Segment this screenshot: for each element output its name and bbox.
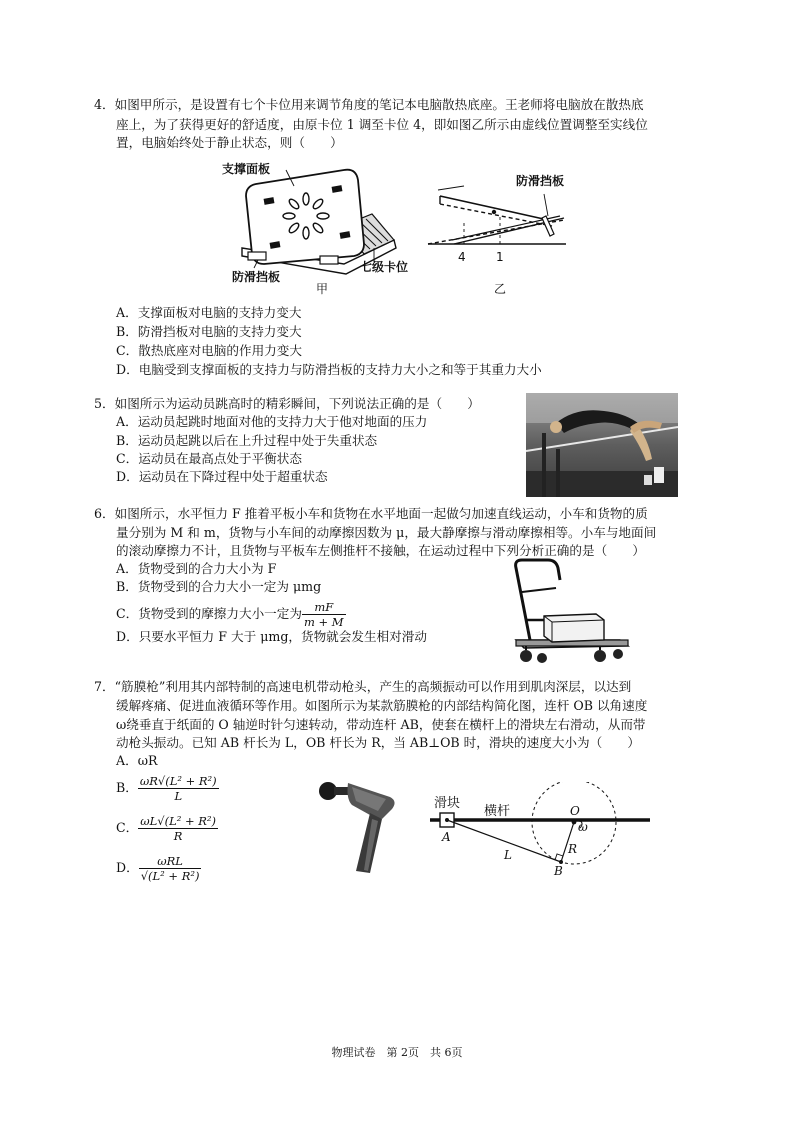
q7-stem-line-1: 7．“筋膜枪”利用其内部特制的高速电机带动枪头，产生的高频振动可以作用到肌肉深层，以达到: [94, 679, 632, 694]
q4-option-d[interactable]: D．电脑受到支撑面板的支持力与防滑挡板的支持力大小之和等于其重力大小: [116, 362, 542, 377]
q6-option-b[interactable]: B．货物受到的合力大小一定为 μmg: [116, 579, 322, 594]
q6-stem-line-2: 量分别为 M 和 m，货物与小车间的动摩擦因数为 μ，最大静摩擦与滑动摩擦相等。小车与地面间: [116, 525, 657, 540]
flatbed-cart-drawing: [508, 558, 632, 666]
q7-option-b-fraction: [138, 774, 219, 803]
flatbed-cart-figure: [508, 558, 632, 666]
q7-option-d-letter: D．: [116, 860, 139, 875]
high-jump-photo: [526, 393, 678, 497]
q6-stem-line-3: 的滚动摩擦力不计，且货物与平板车左侧推杆不接触，在运动过程中下列分析正确的是（ ）: [116, 543, 645, 558]
q5-stem: 5．如图所示为运动员跳高时的精彩瞬间，下列说法正确的是（ ）: [94, 396, 480, 411]
q7-option-c[interactable]: [116, 812, 218, 844]
q4-option-b[interactable]: B．防滑挡板对电脑的支持力变大: [116, 324, 302, 339]
q6-option-d[interactable]: D．只要水平恒力 F 大于 μmg，货物就会发生相对滑动: [116, 629, 427, 644]
q4-option-a[interactable]: A．支撑面板对电脑的支持力变大: [116, 305, 302, 320]
tick-position-4: 4: [458, 250, 466, 264]
massage-gun-drawing: [312, 775, 412, 875]
caption-jia: 甲: [316, 282, 329, 296]
q7-option-c-denominator: R: [173, 829, 183, 843]
q4-option-c[interactable]: C．散热底座对电脑的作用力变大: [116, 343, 302, 358]
high-jump-photo-drawing: [526, 393, 678, 497]
q6-option-c-denominator: m + M: [303, 615, 344, 629]
label-crossbar: 横杆: [484, 804, 511, 819]
q7-option-c-numerator: ωL√(L² + R²): [140, 814, 217, 828]
label-slider: 滑块: [434, 796, 461, 811]
q4-stem-line-2: 座上，为了获得更好的舒适度，由原卡位 1 调至卡位 4，即如图乙所示由虚线位置调整至实线位: [116, 117, 648, 132]
q7-stem-line-4: 动枪头振动。已知 AB 杆长为 L，OB 杆长为 R，当 AB⊥OB 时，滑块的速度大小为（ ）: [116, 735, 640, 750]
label-point-B: B: [554, 864, 563, 878]
caption-yi: 乙: [494, 282, 507, 296]
label-anti-slip-baffle-yi: 防滑挡板: [516, 174, 565, 188]
q6-stem-line-1: 6．如图所示，水平恒力 F 推着平板小车和货物在水平地面一起做匀加速直线运动，小车和货物的质: [94, 506, 648, 521]
label-length-L: L: [504, 848, 512, 862]
q5-option-d[interactable]: D．运动员在下降过程中处于超重状态: [116, 469, 328, 484]
q7-option-c-letter: C．: [116, 820, 139, 835]
q7-option-d-denominator: √(L² + R²): [140, 869, 200, 883]
q7-option-d[interactable]: [116, 852, 201, 884]
massage-gun-photo: [312, 775, 412, 875]
label-radius-R: R: [568, 842, 578, 856]
label-anti-slip-baffle-jia: 防滑挡板: [232, 270, 281, 284]
label-seven-slots: 七级卡位: [360, 260, 409, 274]
label-omega: ω: [578, 820, 588, 834]
tick-position-1: 1: [496, 250, 504, 264]
q4-stem-line-1: 4．如图甲所示，是设置有七个卡位用来调节角度的笔记本电脑散热底座。王老师将电脑放在散热底: [94, 97, 644, 112]
q6-option-c-text: C．货物受到的摩擦力大小一定为: [116, 606, 302, 621]
q5-option-b[interactable]: B．运动员起跳以后在上升过程中处于失重状态: [116, 433, 378, 448]
q7-stem-line-3: ω绕垂直于纸面的 O 轴逆时针匀速转动，带动连杆 AB，使套在横杆上的滑块左右滑动，从而带: [116, 717, 646, 732]
q5-option-a[interactable]: A．运动员起跳时地面对他的支持力大于他对地面的压力: [116, 414, 428, 429]
q7-option-b-denominator: L: [174, 789, 183, 803]
q7-option-c-fraction: [138, 814, 218, 843]
q7-option-d-numerator: ωRL: [139, 854, 202, 869]
q6-option-a[interactable]: A．货物受到的合力大小为 F: [116, 561, 277, 576]
label-support-panel: 支撑面板: [222, 162, 271, 176]
q4-stem-line-3: 置，电脑始终处于静止状态，则（ ）: [116, 135, 343, 150]
q7-stem-line-2: 缓解疼痛、促进血液循环等作用。如图所示为某款筋膜枪的内部结构简化图，连杆 OB 以角速度: [116, 698, 648, 713]
label-point-A: A: [442, 830, 451, 844]
q5-option-c[interactable]: C．运动员在最高点处于平衡状态: [116, 451, 302, 466]
q7-option-d-fraction: [139, 854, 202, 883]
q7-option-a[interactable]: A．ωR: [116, 753, 158, 768]
q7-option-b-letter: B．: [116, 780, 138, 795]
q6-option-c-fraction: [302, 600, 346, 629]
q6-option-c-numerator: mF: [302, 600, 346, 615]
label-point-O: O: [570, 804, 580, 818]
q7-option-b[interactable]: [116, 772, 219, 804]
q7-option-b-numerator: ωR√(L² + R²): [139, 774, 217, 788]
q6-option-c[interactable]: [116, 598, 346, 630]
page-footer: 物理试卷 第 2页 共 6页: [331, 1046, 463, 1059]
